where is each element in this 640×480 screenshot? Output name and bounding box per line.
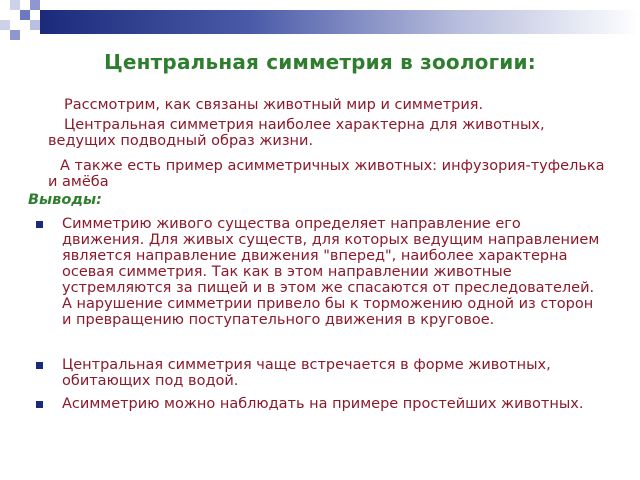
intro-paragraph-2: Центральная симметрия наиболее характерна для животных, ведущих подводный образ жизни. <box>48 117 545 149</box>
bullet-text: Центральная симметрия чаще встречается в форме животных, обитающих под водой. <box>62 357 551 389</box>
bullet-square-icon <box>36 401 43 408</box>
slide-title: Центральная симметрия в зоологии: <box>104 50 536 74</box>
intro-paragraph-3: А также есть пример асимметричных животных: инфузория-туфелька и амёба <box>48 158 605 190</box>
conclusions-label: Выводы: <box>28 192 102 208</box>
decor-square <box>30 0 40 10</box>
decor-square <box>30 20 40 30</box>
decor-square <box>10 0 20 10</box>
intro-paragraph-1: Рассмотрим, как связаны животный мир и симметрия. <box>64 97 484 113</box>
header-gradient-band <box>40 10 640 34</box>
bullet-square-icon <box>36 221 43 228</box>
bullet-square-icon <box>36 362 43 369</box>
decorative-header <box>0 0 640 40</box>
decor-square <box>20 10 30 20</box>
decor-square <box>10 30 20 40</box>
bullet-text: Асимметрию можно наблюдать на примере простейших животных. <box>62 396 584 412</box>
bullet-text: Симметрию живого существа определяет направление его движения. Для живых существ, для которых ведущим направлением является направление движения "вперед", наиболее характерна осевая симметрия. Так как в этом направлении животные устремляются за пищей и в этом же спасаются от преследователей. А нарушение симметрии привело бы к торможению одной из сторон и превращению поступательного движения в круговое. <box>62 216 600 328</box>
decor-square <box>0 20 10 30</box>
